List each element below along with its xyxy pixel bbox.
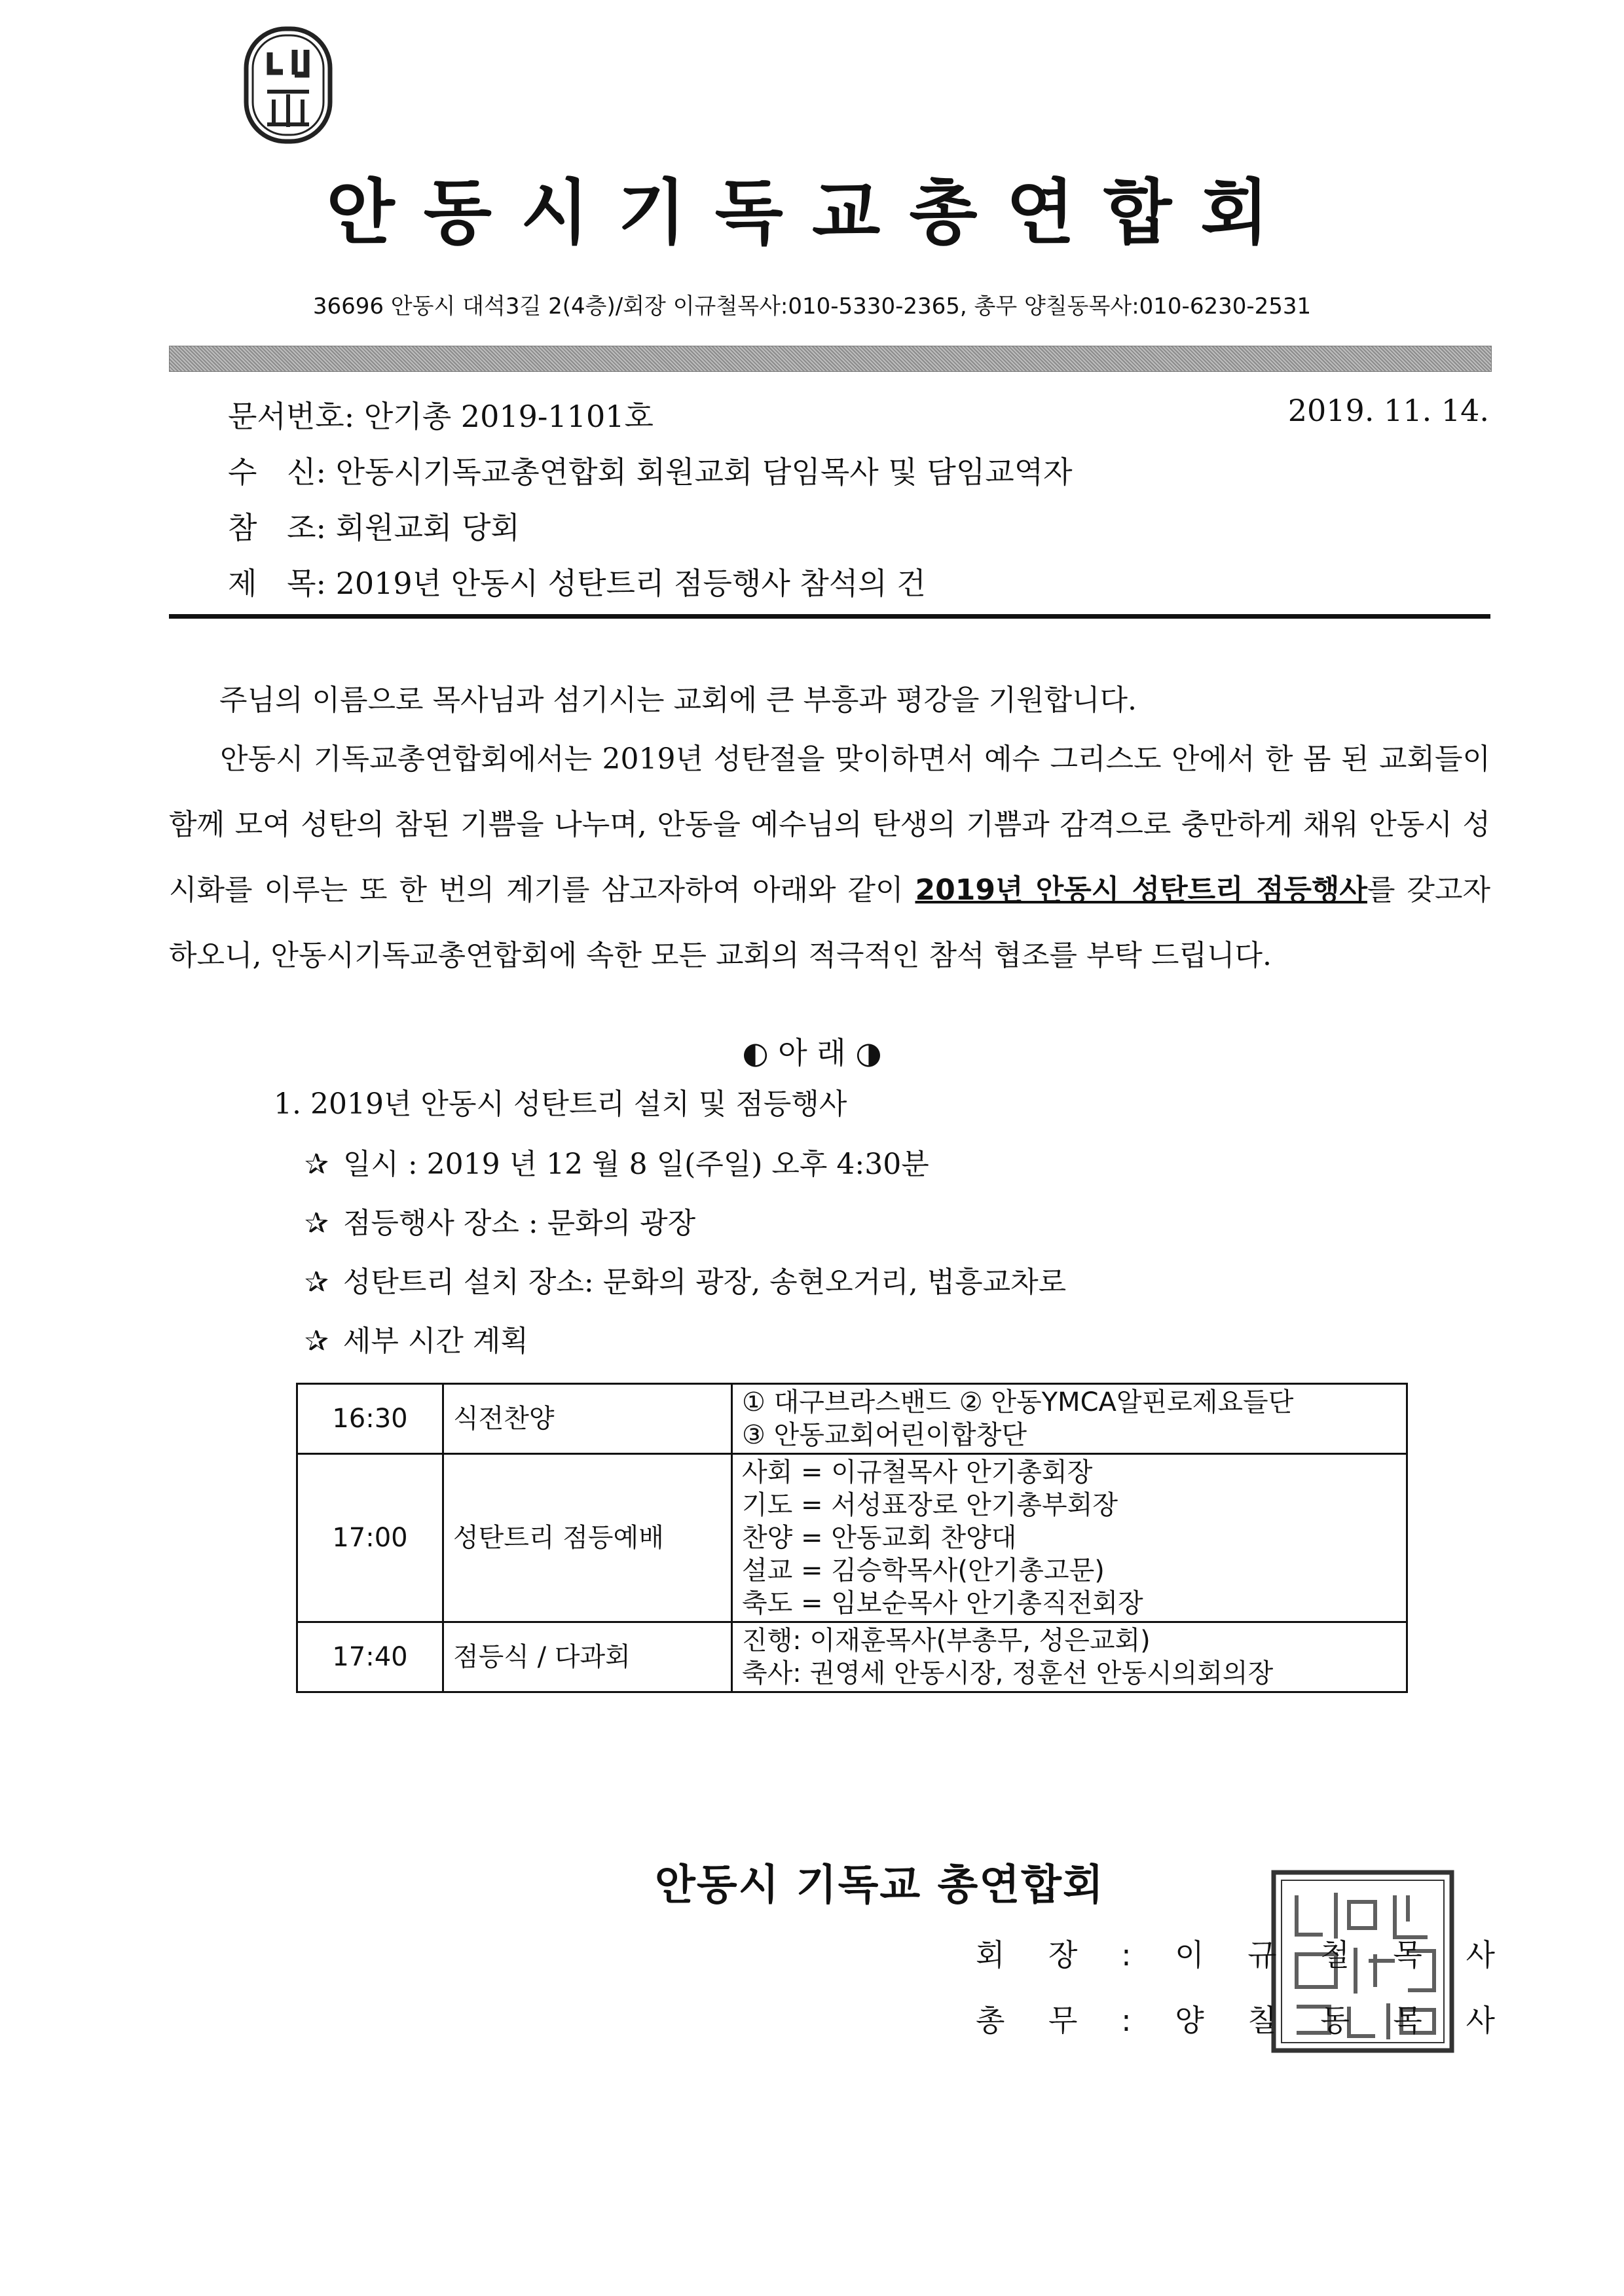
event-highlight: 2019년 안동시 성탄트리 점등행사 [915,873,1367,907]
recipient-label: 수 신: [228,454,326,490]
letterhead-address: 36696 안동시 대석3길 2(4층)/회장 이규철목사:010-5330-2365, 총무 양칠동목사:010-6230-2531 [312,293,1312,319]
doc-date: 2019. 11. 14. [1287,393,1489,428]
schedule-program: 점등식 / 다과회 [443,1622,732,1692]
schedule-time: 17:40 [297,1622,443,1692]
greeting: 주님의 이름으로 목사님과 섬기시는 교회에 큰 부흥과 평강을 기원합니다. [219,683,1137,717]
general-secretary-signature: 총 무 : 양 칠 동 목 사 [976,2003,1512,2038]
star-icon: ✰ [304,1148,329,1181]
subject-label: 제 목: [228,566,326,601]
reference: 회원교회 당회 [335,510,520,545]
bullet-schedule: ✰ 세부 시간 계획 [304,1324,528,1358]
schedule-details: ① 대구브라스밴드 ② 안동YMCA알핀로제요들단 ③ 안동교회어린이합창단 [732,1384,1407,1454]
star-icon: ✰ [304,1266,329,1299]
schedule-details: 진행: 이재훈목사(부총무, 성은교회) 축사: 권영세 안동시장, 정훈선 안동시의회의장 [732,1622,1407,1692]
bullet-venue: ✰ 점등행사 장소 : 문화의 광장 [304,1207,696,1240]
notice-item-1: 1. 2019년 안동시 성탄트리 설치 및 점등행사 [274,1087,847,1121]
schedule-time: 16:30 [297,1384,443,1454]
organization-logo [244,26,333,144]
body-paragraph: 안동시 기독교총연합회에서는 2019년 성탄절을 맞이하면서 예수 그리스도 안에서 한 몸 된 교회들이 함께 모여 성탄의 참된 기쁨을 나누며, 안동을 예수님의 탄생의 기쁨과 감격으로 충만하게 채워 안동시 성시화를 이루는 또 한 번의 계기를 삼고자하여 아래와 같이 2019년 안동시 성탄트리 점등행사를 갖고자 하오니, 안동시기독교총연합회에 속한 모든 교회의 적극적인 참석 협조를 부탁 드립니다. [169,742,1490,972]
reference-label: 참 조: [228,510,326,545]
letterhead-title: 안동시기독교총연합회 [326,172,1298,254]
header-rule [169,614,1490,619]
star-icon: ✰ [304,1324,329,1358]
president-signature: 회 장 : 이 규 철 목 사 [976,1937,1512,1973]
schedule-program: 성탄트리 점등예배 [443,1454,732,1622]
doc-number-label: 문서번호: [228,399,355,434]
schedule-details: 사회 = 이규철목사 안기총회장 기도 = 서성표장로 안기총부회장 찬양 = 안동교회 찬양대 설교 = 김승학목사(안기총고문) 축도 = 임보순목사 안기총직전회장 [732,1454,1407,1622]
star-icon: ✰ [304,1207,329,1240]
schedule-table [296,1383,1408,1693]
header-divider-bar [169,346,1492,372]
reference-row [228,504,520,547]
doc-number: 안기총 2019-1101호 [363,399,654,434]
notice-title: ◐ 아 래 ◑ [742,1035,882,1070]
doc-number-row [228,393,654,436]
table-row [297,1384,1407,1454]
subject: 2019년 안동시 성탄트리 점등행사 참석의 건 [335,566,926,601]
subject-row [228,560,926,603]
schedule-time: 17:00 [297,1454,443,1622]
bullet-tree-locations: ✰ 성탄트리 설치 장소: 문화의 광장, 송현오거리, 법흥교차로 [304,1266,1067,1299]
bullet-datetime: ✰ 일시 : 2019 년 12 월 8 일(주일) 오후 4:30분 [304,1148,929,1181]
table-row [297,1454,1407,1622]
footer-organization: 안동시 기독교 총연합회 [655,1861,1105,1910]
table-row [297,1622,1407,1692]
schedule-program: 식전찬양 [443,1384,732,1454]
recipient-row [228,448,1073,492]
recipient: 안동시기독교총연합회 회원교회 담임목사 및 담임교역자 [335,454,1073,490]
